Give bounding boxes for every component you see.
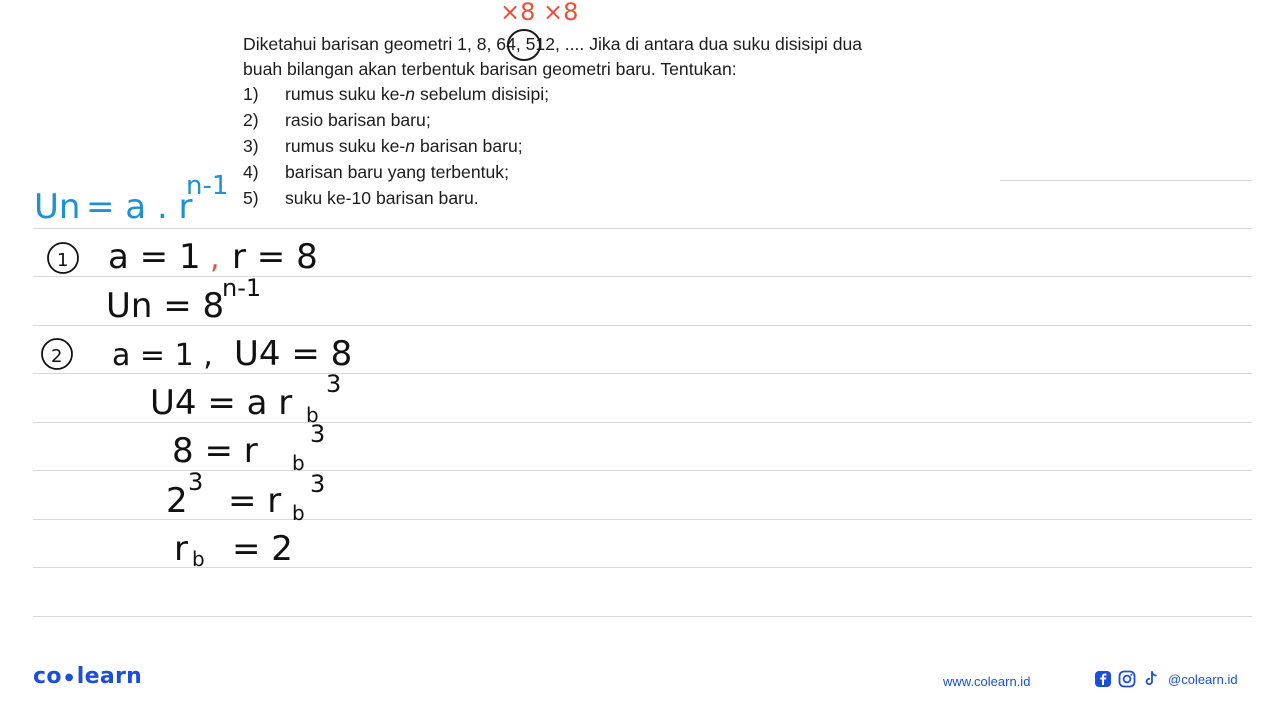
problem-line-2: buah bilangan akan terbentuk barisan geometri baru. Tentukan:: [243, 59, 737, 79]
instagram-icon[interactable]: [1118, 670, 1136, 688]
eq3-exponent: 3: [188, 468, 204, 496]
step-1-a: a = 1: [108, 237, 201, 277]
eq3-subscript: b: [292, 501, 305, 525]
item-number: 4): [243, 162, 259, 182]
eq3-base: 2: [166, 481, 188, 521]
logo-left: co: [33, 664, 62, 689]
item-text: rasio barisan baru;: [285, 110, 431, 130]
eq4-rhs: = 2: [232, 529, 293, 569]
eq4-lhs: r: [174, 529, 188, 569]
step-1-r: r = 8: [232, 237, 318, 277]
colearn-logo[interactable]: [33, 664, 142, 689]
eq3-mid: = r: [228, 481, 282, 521]
item-text: barisan baru yang terbentuk;: [285, 162, 509, 182]
ratio-note: ×8 ×8: [500, 0, 579, 26]
circle-mark: [508, 30, 540, 60]
problem-line-1: Diketahui barisan geometri 1, 8, 64, 512, .... Jika di antara dua suku disisipi dua: [243, 34, 863, 54]
eq2-subscript: b: [292, 451, 305, 475]
step-1-un-exponent: n-1: [222, 274, 262, 302]
item-number: 1): [243, 84, 259, 104]
item-text-post: sebelum disisipi;: [415, 84, 550, 104]
eq1-lhs: U4 = a r: [150, 383, 293, 423]
item-variable: n: [405, 84, 416, 104]
formula-lhs: Un: [34, 187, 81, 227]
eq1-exponent: 3: [326, 370, 342, 398]
item-number: 2): [243, 110, 259, 130]
eq2-exponent: 3: [310, 420, 326, 448]
eq4-subscript: b: [192, 547, 205, 571]
item-text: rumus suku ke-: [285, 136, 406, 156]
step-1-un: Un = 8: [106, 286, 225, 326]
item-text: suku ke-10 barisan baru.: [285, 188, 479, 208]
step-1-marker: 1: [57, 250, 69, 271]
item-text: rumus suku ke-: [285, 84, 406, 104]
tiktok-icon[interactable]: [1142, 670, 1160, 688]
formula-rhs: = a . r: [86, 187, 193, 227]
item-number: 3): [243, 136, 259, 156]
item-text-post: barisan baru;: [415, 136, 523, 156]
step-2-u4: U4 = 8: [234, 334, 353, 374]
facebook-icon[interactable]: [1094, 670, 1112, 688]
step-1-separator: ,: [210, 241, 220, 276]
item-number: 5): [243, 188, 259, 208]
step-2-a: a = 1 ,: [112, 338, 213, 373]
item-variable: n: [405, 136, 416, 156]
eq3-exponent-right: 3: [310, 470, 326, 498]
social-handle[interactable]: @colearn.id: [1168, 671, 1238, 687]
step-2-marker: 2: [51, 346, 63, 367]
eq2-lhs: 8 = r: [172, 431, 258, 471]
logo-right: learn: [76, 664, 143, 689]
eq1-subscript: b: [306, 403, 319, 427]
social-links: [1094, 670, 1238, 688]
logo-dot: ●: [64, 671, 74, 683]
website-link[interactable]: www.colearn.id: [943, 674, 1031, 689]
formula-exponent: n-1: [186, 171, 229, 201]
